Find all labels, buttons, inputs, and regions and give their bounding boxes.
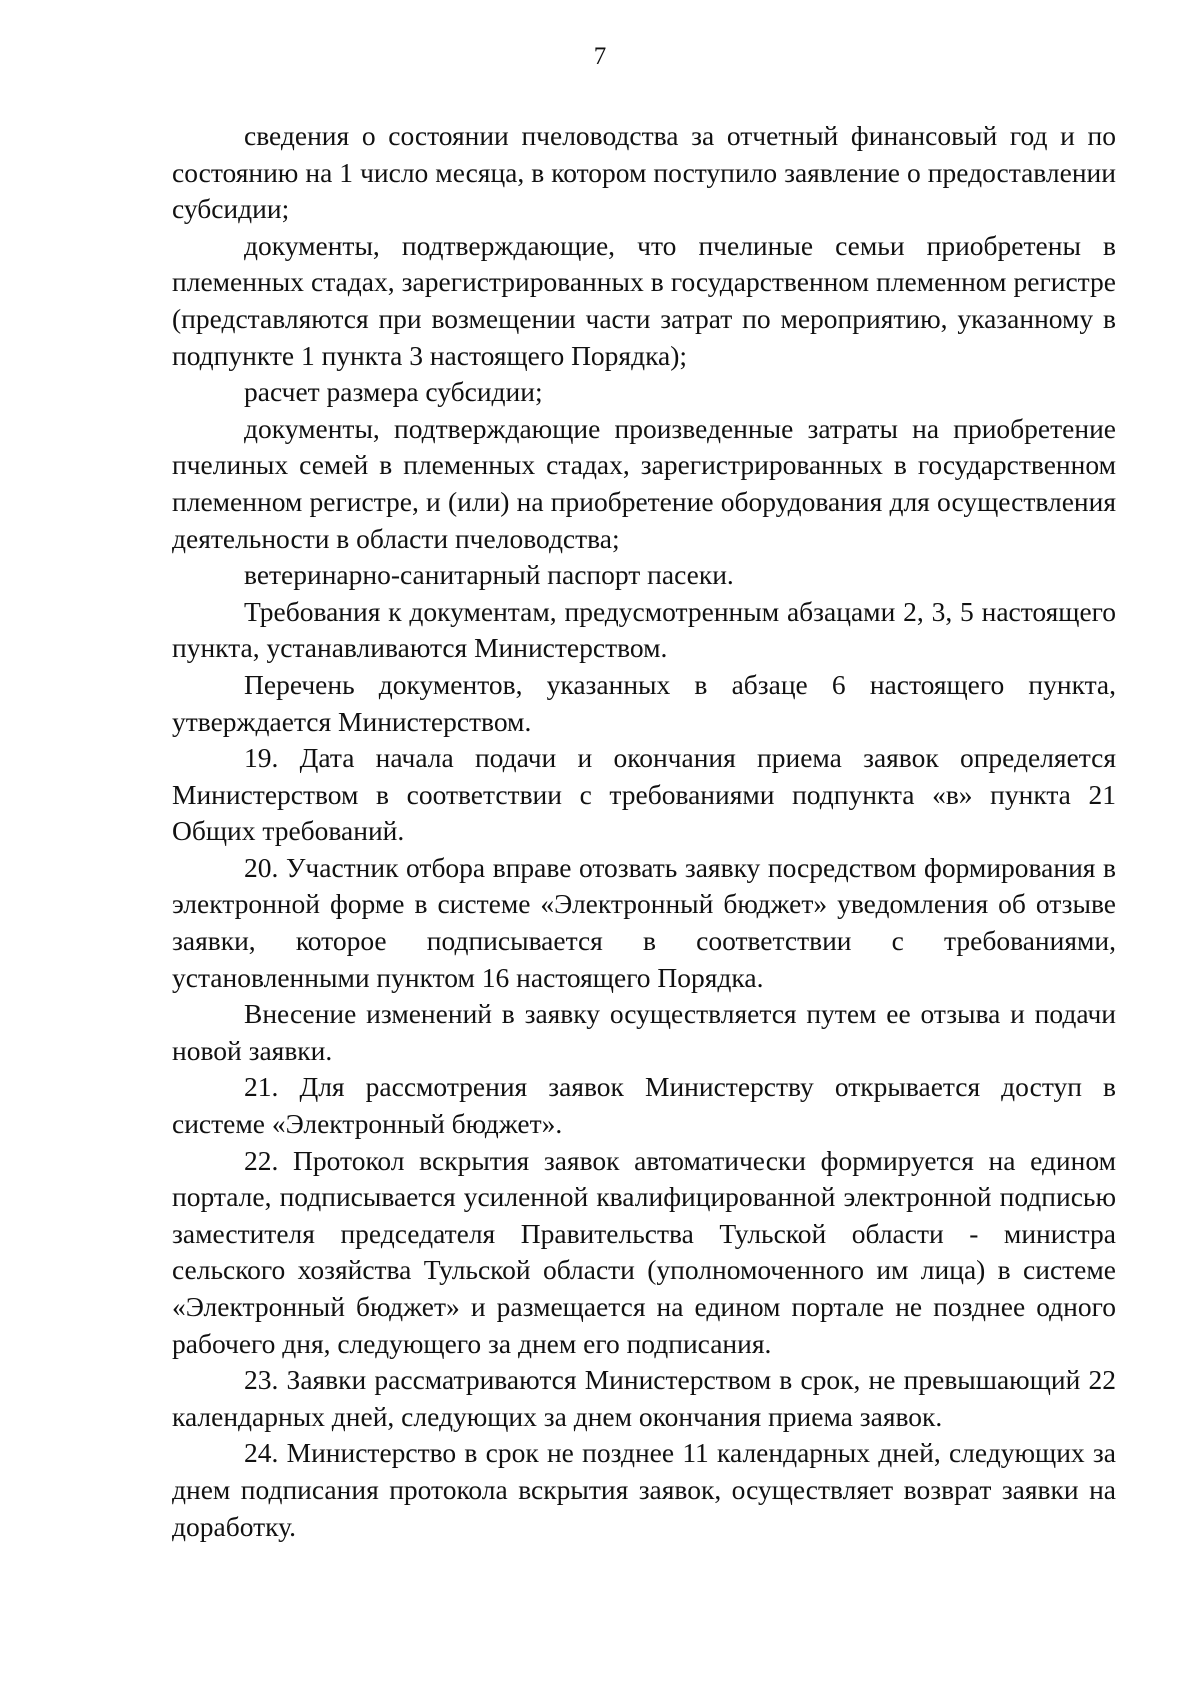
paragraph-item-21: 21. Для рассмотрения заявок Министерству открывается доступ в системе «Электронный бюджет». bbox=[172, 1071, 1116, 1140]
paragraph-item-23: 23. Заявки рассматриваются Министерством в срок, не превышающий 22 календарных дней, следующих за днем окончания приема заявок. bbox=[172, 1364, 1116, 1432]
paragraph-expense-docs: документы, подтверждающие произведенные затраты на приобретение пчелиных семей в племенных стадах, зарегистрированных в государственном племенном регистре, и (или) на приобретение оборудования для осуществления деятельности в области пчеловодства; bbox=[172, 412, 1116, 554]
paragraph-item-20: 20. Участник отбора вправе отозвать заявку посредством формирования в электронной форме в системе «Электронный бюджет» уведомления об отзыве заявки, которое подписывается в соответствии с требованиями, установленными пунктом 16 настоящего Порядка. bbox=[172, 851, 1116, 993]
paragraph-document-list: Перечень документов, указанных в абзаце 6 настоящего пункта, утверждается Министерством. bbox=[172, 668, 1116, 737]
paragraph-application-changes: Внесение изменений в заявку осуществляется путем ее отзыва и подачи новой заявки. bbox=[172, 998, 1116, 1066]
paragraph-item-19: 19. Дата начала подачи и окончания приема заявок определяется Министерством в соответствии с требованиями подпункта «в» пункта 21 Общих требований. bbox=[172, 742, 1116, 847]
paragraph-item-24: 24. Министерство в срок не позднее 11 календарных дней, следующих за днем подписания протокола вскрытия заявок, осуществляет возврат заявки на доработку. bbox=[172, 1437, 1116, 1542]
paragraph-subsidy-calculation: расчет размера субсидии; bbox=[244, 376, 543, 408]
paragraph-item-22: 22. Протокол вскрытия заявок автоматически формируется на едином портале, подписывается усиленной квалифицированной электронной подписью заместителя председателя Правительства Тульской области - министра сельского хозяйства Тульской области (уполномоченного им лица) в системе «Электронный бюджет» и размещается на едином портале не позднее одного рабочего дня, следующего за днем его подписания. bbox=[172, 1144, 1116, 1359]
paragraph-document-requirements: Требования к документам, предусмотренным абзацами 2, 3, 5 настоящего пункта, устанавливаются Министерством. bbox=[172, 595, 1116, 664]
paragraph-veterinary-passport: ветеринарно-санитарный паспорт пасеки. bbox=[244, 559, 734, 591]
paragraph-beekeeping-info: сведения о состоянии пчеловодства за отчетный финансовый год и по состоянию на 1 число месяца, в котором поступило заявление о предоставлении субсидии; bbox=[172, 120, 1116, 225]
paragraph-breeding-docs: документы, подтверждающие, что пчелиные семьи приобретены в племенных стадах, зарегистрированных в государственном племенном регистре (представляются при возмещении части затрат по мероприятию, указанному в подпункте 1 пункта 3 настоящего Порядка); bbox=[172, 229, 1116, 371]
page-number: 7 bbox=[593, 43, 607, 70]
document-body bbox=[172, 118, 1116, 1545]
